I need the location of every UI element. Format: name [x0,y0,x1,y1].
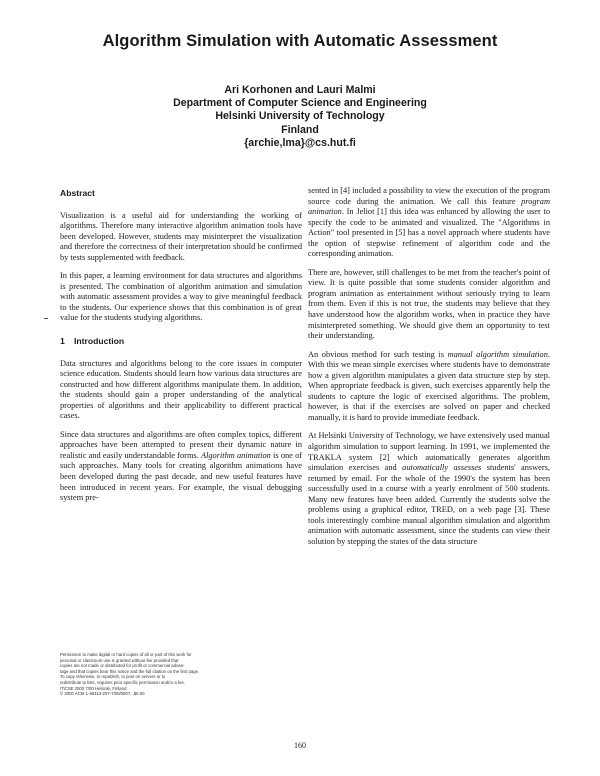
university: Helsinki University of Technology [215,110,385,123]
footnote-line: To copy otherwise, to republish, to post on servers or to [60,674,166,680]
right-paragraph-1 [308,186,550,260]
abstract-paragraph-2: In this paper, a learning environment for data structures and algorithms is presented. The combination of algorithm animation and simulation with automatic assessment provides a way to give meaningful feedback to the students. Our experience shows that this combination is of great value for the students studying algorithms. [60,271,302,323]
footnote-line: redistribute to lists, requires prior specific permission and/or a fee. [60,679,186,685]
text-run: At Helsinki University of Technology, we have extensively used manual algorithm simulation to support learning. In 1991, we implemented the TRAKLA system [2] which automatically generates algorithm simulation exercises and [308,431,550,473]
text-run: . In Jeliot [1] this idea was enhanced by allowing the user to specify the code to be animated and visualized. The "Algorithms in Action" tool presented in [5] has a novel approach where students have the option of stepwise refinement of algorithm code and the corresponding animation. [308,207,550,259]
intro-paragraph-1: Data structures and algorithms belong to the core issues in computer science education. Students should learn how various data structures are constructed and how different algorithms manipulate them. In addition, the students should gain a proper understanding of the analytical properties of algorithms and their applicability to different practical cases. [60,358,302,421]
footnote-line: Permission to make digital or hard copies of all or part of this work for [60,652,192,657]
emphasis-term: automatically assesses [402,463,482,473]
footnote-line: tage and that copies bear this notice and the full citation on the first page. [60,668,200,674]
text-run: Since data structures and algorithms are often complex topics, different approaches have been attempted to present their dynamic nature in realistic and easily understandable forms. [60,429,302,460]
copyright-footnote [60,652,286,697]
right-paragraph-3 [308,350,550,424]
country: Finland [281,123,319,136]
section-title: Introduction [74,336,125,347]
right-column [308,186,550,556]
emphasis-term: program animation [308,196,550,217]
author-email: {archie,lma}@cs.hut.fi [244,136,356,149]
margin-mark [44,318,48,319]
text-run: is one of such approaches. Many tools for creating algorithm animations have been developed during the past decade, and new useful features have been introduced in recent years. For example, the visual debugging system pre- [60,450,303,503]
paper-title: Algorithm Simulation with Automatic Assessment [102,32,498,50]
footnote-line: ITiCSE 2000 7/00 Helsinki, Finland [60,685,127,691]
text-run: . With this we mean simple exercises where students have to demonstrate how a given algorithm manipulates a given data structure step by step. When appropriate feedback is given, such exercises apparently help the students to capture the logic of exercised algorithms. The problem, however, is that if the exercises are solved on paper and checked manually, it is hard to provide immediate feedback. [308,349,550,422]
section-number: 1 [60,336,65,347]
footnote-line: © 2000 ACM 1-58113-207-7/00/0007...$5.00 [60,691,145,697]
page-number: 160 [294,741,306,750]
footnote-line: copies are not made or distributed for profit or commercial advan- [60,663,185,669]
text-run: sented in [4] included a possibility to view the execution of the program source code during the animation. We call this feature [308,186,550,206]
left-column [60,188,302,512]
abstract-heading: Abstract [60,188,95,198]
text-run: An obvious method for such testing is [308,349,448,359]
author-names: Ari Korhonen and Lauri Malmi [224,84,376,96]
department: Department of Computer Science and Engineering [173,97,427,110]
footnote-line: personal or classroom use is granted without fee provided that [60,657,179,663]
text-run: students' answers, returned by email. For the whole of the 1990's the system has been successfully used in a course with a yearly enrolment of 500 students. Many new features have been added. Currently the students solve the problems using a graphical editor, TRED, on a web page [3]. These tools interestingly combine manual algorithm simulation and algorithm animation with automatic assessment, since the students can view their solution by stepping the states of the data structure [308,463,550,546]
abstract-paragraph-1: Visualization is a useful aid for understanding the working of algorithms. Therefore many interactive algorithm animation tools have been developed. However, students may misinterpret the visualization and therefore the correctness of their interpretation should be confirmed by tests supplemented with feedback. [60,210,302,262]
emphasis-term: Algorithm animation [200,450,271,460]
author-block [0,84,600,150]
intro-paragraph-2 [60,430,302,504]
section-heading-introduction [60,336,302,347]
emphasis-term: manual algorithm simulation [447,349,548,359]
right-paragraph-4 [308,431,550,547]
right-paragraph-2: There are, however, still challenges to be met from the teacher's point of view. It is quite possible that some students consider algorithm and program animation as entertainment without seriously trying to learn from them. Even if this is not true, the students may believe that they have understood how the algorithm works, when in practice they have misinterpreted something. We should give them an opportunity to test their understanding. [308,267,550,341]
